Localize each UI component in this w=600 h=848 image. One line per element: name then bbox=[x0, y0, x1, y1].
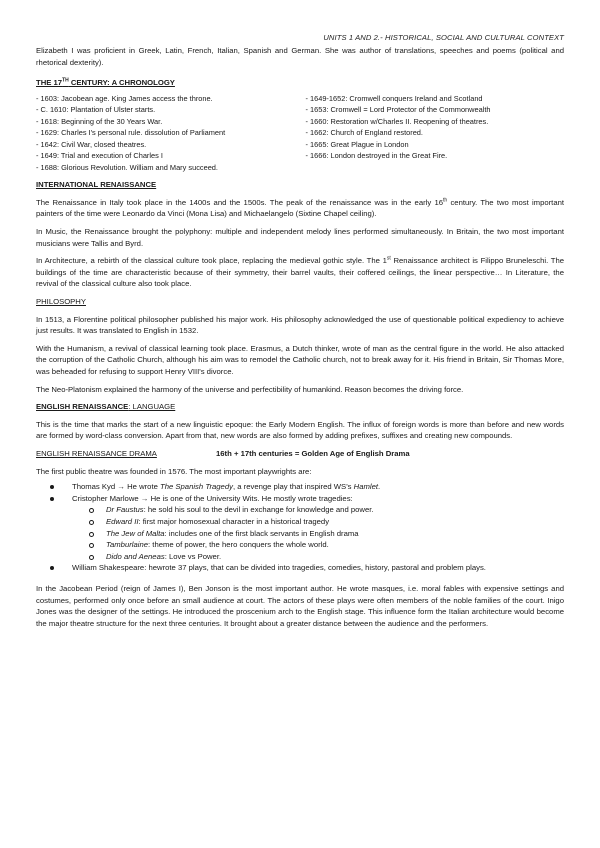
work-item: The Jew of Malta: includes one of the first black servants in English drama bbox=[106, 528, 564, 540]
philosophy-heading: PHILOSOPHY bbox=[36, 297, 86, 307]
drama-subheading: 16th + 17th centuries = Golden Age of English Drama bbox=[216, 448, 410, 458]
chronology-item: - 1653: Cromwell = Lord Protector of the Commonwealth bbox=[305, 105, 491, 115]
chronology-item: - 1629: Charles I's personal rule. dissolution of Parliament bbox=[36, 128, 226, 138]
marlowe-works-list bbox=[72, 504, 564, 562]
work-item: Dr Faustus: he sold his soul to the devil in exchange for knowledge and power. bbox=[106, 504, 564, 516]
drama-heading-row bbox=[36, 448, 564, 460]
chronology-heading: THE 17TH CENTURY: A CHRONOLOGY bbox=[36, 77, 175, 88]
drama-intro: The first public theatre was founded in 1576. The most important playwrights are: bbox=[36, 466, 312, 476]
philosophy-paragraph-3: The Neo-Platonism explained the harmony of the universe and perfectibility of humankind. Reason becomes the driving force. bbox=[36, 384, 464, 394]
chronology-item: - 1618: Beginning of the 30 Years War. bbox=[36, 116, 163, 126]
work-item: Tamburlaine: theme of power, the hero conquers the whole world. bbox=[106, 539, 564, 551]
renaissance-heading: INTERNATIONAL RENAISSANCE bbox=[36, 180, 157, 190]
renaissance-painting-paragraph: The Renaissance in Italy took place in the 1400s and the 1500s. The peak of the renaissance was in the early 16th century. The two most important painters of the time were Leonardo da Vinci (Mona Lisa) and Michaelangelo (Sixtine Chapel ceiling). bbox=[36, 197, 565, 219]
chronology-left-column bbox=[36, 93, 305, 174]
playwright-kyd: Thomas Kyd → He wrote The Spanish Tragedy, a revenge play that inspired WS's Hamlet. bbox=[72, 481, 564, 493]
work-item: Dido and Aeneas: Love vs Power. bbox=[106, 551, 564, 563]
chronology-item: - C. 1610: Plantation of Ulster starts. bbox=[36, 105, 156, 115]
chronology-item: - 1649: Trial and execution of Charles I bbox=[36, 151, 163, 161]
jacobean-paragraph: In the Jacobean Period (reign of James I), Ben Jonson is the most important author. He wrote masques, i.e. moral fables with expensive settings and costumes, performed only once before an small audience at court. The actors of these plays were often members of the noble families of the court. Inigo Jones was the designer of the settings. He introduced the proscenium arch to the English stage. This influence form the Italian architecture would become the major theatre structure for the next three centuries. It brought about a greater distance between the audience and the performers. bbox=[36, 583, 564, 628]
language-heading: ENGLISH RENAISSANCE: LANGUAGE bbox=[36, 402, 176, 412]
chronology-item: - 1665: Great Plague in London bbox=[305, 139, 409, 149]
renaissance-music-paragraph: In Music, the Renaissance brought the polyphony: multiple and independent melody lines performed simultaneously. In Britain, the two most important musicians were Tallis and Byrd. bbox=[36, 227, 564, 248]
drama-heading: ENGLISH RENAISSANCE DRAMA bbox=[36, 448, 157, 458]
chronology-item: - 1660: Restoration w/Charles II. Reopening of theatres. bbox=[305, 116, 489, 126]
playwrights-list bbox=[36, 481, 564, 574]
chronology-item: - 1662: Church of England restored. bbox=[305, 128, 423, 138]
chronology-list bbox=[36, 93, 564, 174]
chronology-item: - 1688: Glorious Revolution. William and Mary succeed. bbox=[36, 162, 218, 172]
running-header: UNITS 1 AND 2.- HISTORICAL, SOCIAL AND CULTURAL CONTEXT bbox=[323, 33, 564, 42]
chronology-item: - 1649-1652: Cromwell conquers Ireland and Scotland bbox=[305, 93, 483, 103]
work-item: Edward II: first major homosexual character in a historical tragedy bbox=[106, 516, 564, 528]
renaissance-architecture-paragraph: In Architecture, a rebirth of the classical culture took place, replacing the medieval gothic style. The 1st Renaissance architect is Filippo Bruneleschi. The buildings of the time are characteristic because of their symmetry, their barrel vaults, their coffered ceilings, the linear perspective… In Literature, the revival of the classical culture also took place. bbox=[36, 255, 565, 289]
chronology-item: - 1642: Civil War, closed theatres. bbox=[36, 139, 147, 149]
intro-paragraph: Elizabeth I was proficient in Greek, Latin, French, Italian, Spanish and German. She was author of translations, speeches and poems (political and rhetorical dexterity). bbox=[36, 46, 564, 67]
playwright-marlowe: Cristopher Marlowe → He is one of the University Wits. He mostly wrote tragedies: Dr Faustus: he sold his soul to the devil in exchange for knowledge and power. Edward II: first major homosexual character in a historical tragedy The Jew of Malta: includes one of the first black servants in English drama Tamburlaine: theme of power, the hero conquers the whole world. Dido and Aeneas: Love vs Power. bbox=[72, 493, 564, 563]
chronology-item: - 1603: Jacobean age. King James access the throne. bbox=[36, 93, 213, 103]
chronology-right-column bbox=[305, 93, 564, 174]
playwright-shakespeare: William Shakespeare: hewrote 37 plays, that can be divided into tragedies, comedies, history, pastoral and problem plays. bbox=[72, 562, 564, 574]
language-paragraph: This is the time that marks the start of a new linguistic epoque: the Early Modern English. The influx of foreign words is more than before and new words are formed by word-class conversion. Apart from that, new words are also formed by adding prefixes, suffixes and creating new compounds. bbox=[36, 419, 564, 441]
chronology-item: - 1666: London destroyed in the Great Fire. bbox=[305, 151, 448, 161]
philosophy-paragraph-2: With the Humanism, a revival of classical learning took place. Erasmus, a Dutch thinker, wrote of man as the central figure in the world. He also attacked the corruption of the Catholic Church, although his aim was to remodel the Catholic church, not to break away for it. His friend in Britain, Sir Thomas More, was beheaded for refusing to support Henry VIII's divorce. bbox=[36, 343, 564, 376]
philosophy-paragraph-1: In 1513, a Florentine political philosopher published his major work. His philosophy acknowledged the use of questionable political expediency to achieve just results. It was translated to English in 1532. bbox=[36, 314, 564, 336]
